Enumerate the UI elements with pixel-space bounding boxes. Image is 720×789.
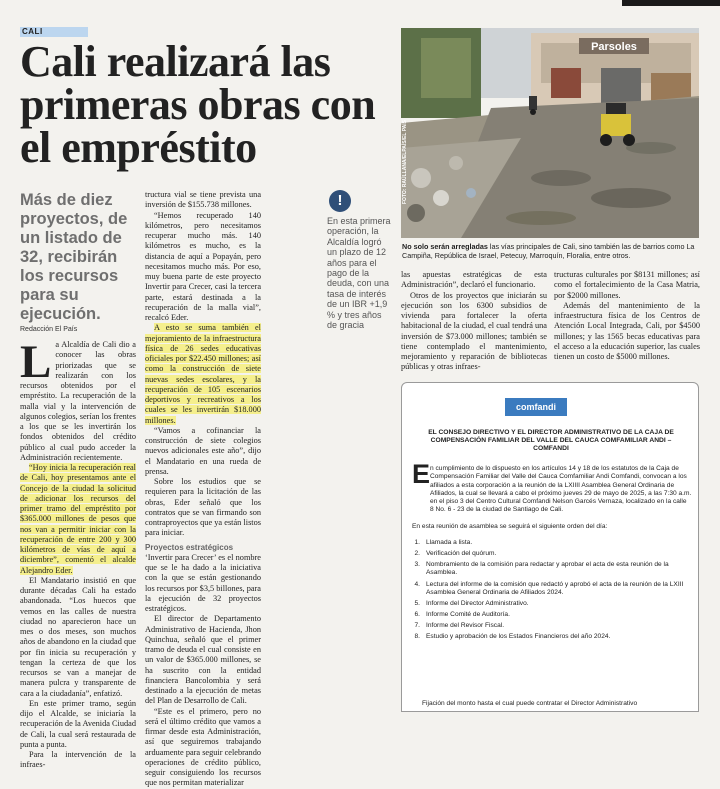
agenda-item-text: Informe del Revisor Fiscal. (426, 622, 505, 630)
paragraph: “Este es el primero, pero no será el último crédito que vamos a firmar desde esta Administración, así que seguiremos trabajando arduamente para seguir celebrando operaciones de crédito público, seguir consiguiendo los recursos que nos permitan materializar (145, 706, 261, 788)
article-column-2 (145, 190, 261, 789)
agenda-item (410, 581, 692, 598)
info-text: En esta primera operación, la Alcaldía logró un plazo de 12 años para el pago de la deuda, con una tasa de interés de un IBR +1,9 % y tres años de gracia (327, 216, 391, 331)
agenda-item (410, 539, 692, 547)
agenda-item (410, 561, 692, 578)
headline: Cali realizará las primeras obras con el empréstito (20, 37, 376, 172)
article-column-3 (401, 270, 547, 373)
subheadline: Más de diez proyectos, de un listado de 32, recibirán los recursos para su ejecución. (20, 191, 128, 323)
paragraph: Sobre los estudios que se requieren para la licitación de las obras, Eder señaló que los contratos que se van firmando son contraproyectos que ya están listos para iniciar. (145, 477, 261, 538)
agenda-item-text: Informe Comité de Auditoría. (426, 611, 510, 619)
agenda-item-number: 1. (414, 539, 420, 546)
agenda-item-text: Llamada a lista. (426, 539, 473, 546)
agenda-item-text: Lectura del informe de la comisión que redactó y aprobó el acta de la reunión de la LXIII Asamblea General Ordinaria de Afiliados 2024. (426, 580, 684, 596)
exclamation-icon: ! (329, 190, 351, 212)
agenda-item (410, 633, 692, 641)
byline: Redacción El País (20, 326, 78, 333)
agenda-item-number: 7. (414, 622, 420, 630)
paragraph: tructura vial se tiene prevista una inversión de $155.738 millones. (145, 190, 261, 210)
photo-illustration (401, 28, 699, 238)
photo-caption (402, 242, 700, 260)
section-subtitle: Proyectos estratégicos (145, 542, 234, 552)
agenda-item (410, 550, 692, 558)
agenda-item-9: Fijación del monto hasta el cual puede contratar el Director Administrativo (422, 700, 638, 707)
agenda-item-text: Estudio y aprobación de los Estados Financieros del año 2024. (426, 633, 611, 641)
highlight: A esto se suma también el mejoramiento de la infraestructura física de 26 sedes educativas oficiales por $22.450 millones; así como la construcción de siete nuevas sedes escolares, y la recuperación de 105 escenarios deportivos y recreativos a los cuales se les invertirán $18.000 millones. (145, 323, 261, 425)
quote-paragraph (20, 463, 136, 576)
notice-title: EL CONSEJO DIRECTIVO Y EL DIRECTOR ADMINISTRATIVO DE LA CAJA DE COMPENSACIÓN FAMILIAR DEL VALLE DEL CAUCA COMFAMILIAR ANDI – COMFANDI (428, 429, 674, 453)
highlight-paragraph (145, 323, 261, 426)
top-bar (622, 0, 720, 6)
notice-intro: n cumplimiento de lo dispuesto en los artículos 14 y 18 de los estatutos de la Caja de Compensación Familiar del Valle del Cauca Comfamiliar Andi Comfandi, convocan a los afiliados a esta corporación a la reunión de la LXIIII Asamblea General Ordinaria de Afiliados, la cual se llevará a cabo el próximo jueves 29 de mayo de 2025, a las 7:30 a.m. en el piso 3 del Centro Cultural Comfandi Nelson Garcés Vernaza, localizado en la calle 8 No. 6 - 23 de la ciudad de Santiago de Cali. (430, 465, 692, 514)
paragraph: El director de Departamento Administrativo de Hacienda, Jhon Quinchua, señaló que el primer tramo de deuda el cual consiste en un valor de $365.000 millones, se ha suscrito con la entidad financiera Bancolombia y será destinado a la ejecución de metas del Plan de Desarrollo de Cali. (145, 614, 261, 706)
paragraph: “Vamos a cofinanciar la construcción de siete colegios nuevos adicionales este año”, dijo el Mandatario en una rueda de prensa. (145, 425, 261, 476)
highlight: “Hoy inicia la recuperación real de Cali, hoy presentamos ante el Concejo de la ciudad la solicitud de adicionar los recursos del primer tramo del empréstito por $365.000 millones de pesos que nos van a permitir iniciar con la recuperación de entre 200 y 300 kilómetros de vías de aquí a diciembre”, comentó el alcalde Alejandro Eder. (20, 463, 136, 575)
caption-text: las vías principales de Cali, sino también las de barrios como La Campiña, República de Israel, Petecuy, Marroquín, Floralia, entre otros. (402, 242, 695, 260)
info-box (327, 190, 391, 330)
section-tag: CALI (20, 27, 88, 37)
agenda-item-number: 3. (414, 560, 420, 568)
comfandi-logo: comfandi (505, 398, 567, 416)
paragraph: “Hemos recuperado 140 kilómetros, pero necesitamos recuperar mucho más. 140 kilómetros es mucho, es la distancia de aquí a Popayán, pero necesitamos mucho más. Por eso, muy buena parte de este proyecto Invertir para Crecer, casi la tercera parte, estará destinada a la recuperación de la malla vial”, recalcó Eder. (145, 210, 261, 322)
shop-sign: Parsoles (591, 41, 637, 53)
agenda-item (410, 622, 692, 630)
agenda-intro: En esta reunión de asamblea se seguirá el siguiente orden del día: (412, 523, 608, 530)
paragraph: tructuras culturales por $8131 millones; así como el fortalecimiento de la Casa Matria, por $2000 millones. (554, 270, 700, 300)
paragraph: Para la intervención de la infraes- (20, 750, 136, 770)
paragraph: a Alcaldía de Cali dio a conocer las obras priorizadas que se realizarán con los recursos obtenidos por el empréstito. La recuperación de la malla vial y la intervención de algunos colegios, serían los frentes a los que se les invertirán los fondos obtenidos del crédito público al cual pudo acceder la Administración recientemente. (20, 340, 136, 462)
agenda-list (410, 539, 692, 644)
agenda-item-number: 6. (414, 611, 420, 619)
agenda-item-number: 2. (414, 549, 420, 557)
agenda-item (410, 600, 692, 608)
agenda-item-number: 8. (414, 633, 420, 641)
photo-credit: FOTO: RAÚLLANA/ELPAÍS/EL PAÍS (402, 120, 408, 205)
paragraph: las apuestas estratégicas de esta Administración”, declaró el funcionario. (401, 270, 547, 290)
agenda-item-text: Verificación del quórum. (426, 549, 497, 557)
paragraph: El Mandatario insistió en que durante décadas Cali ha estado abandonada. “Los huecos que vemos en las calles de nuestra ciudad no aparecieron hace un mes o dos meses, son muchos años de abandono en la ciudad que por fin inicia su recuperación y tengan la certeza de que los recursos se van a manejar de manera pulcra y transparente de cara a la ciudadanía”, enfatizó. (20, 575, 136, 698)
paragraph: Además del mantenimiento de la infraestructura física de los Centros de Atención Local Integrada, Cali, por $4500 millones; y las 1565 becas educativas para el acceso a la educación superior, las cuales tienen un costo de $5000 millones. (554, 300, 700, 361)
agenda-item (410, 611, 692, 619)
agenda-item-number: 5. (414, 600, 420, 608)
notice-drop-cap: E (412, 459, 431, 489)
assembly-notice-ad (401, 382, 699, 712)
drop-cap: L (20, 336, 52, 388)
paragraph: En este primer tramo, según dijo el Alcalde, se iniciaría la recuperación de la Avenida Ciudad de Cali, la cual será restaurada de punta a punta. (20, 698, 136, 749)
agenda-item-text: Informe del Director Administrativo. (426, 600, 529, 608)
caption-lead: No solo serán arregladas (402, 242, 488, 251)
agenda-item-text: Nombramiento de la comisión para redactar y aprobar el acta de esta reunión de la Asamblea. (426, 560, 669, 577)
paragraph: Otros de los proyectos que iniciarán su ejecución son los 6300 subsidios de vivienda para fortalecer la oferta habitacional de la ciudad, el cual tendrá una inversión de $73.000 millones; también se tiene contemplado el mantenimiento, mejoramiento y reparación de bibliotecas públicas y otras infraes- (401, 290, 547, 372)
street-photo (401, 28, 699, 238)
article-column-1 (20, 336, 136, 771)
paragraph: ‘Invertir para Crecer’ es el nombre que se le ha dado a la iniciativa con la que se están gestionando los recursos por $3,5 billones, para la ejecución de 32 proyectos estratégicos. (145, 552, 261, 613)
agenda-item-number: 4. (414, 580, 420, 588)
article-column-4 (554, 270, 700, 362)
